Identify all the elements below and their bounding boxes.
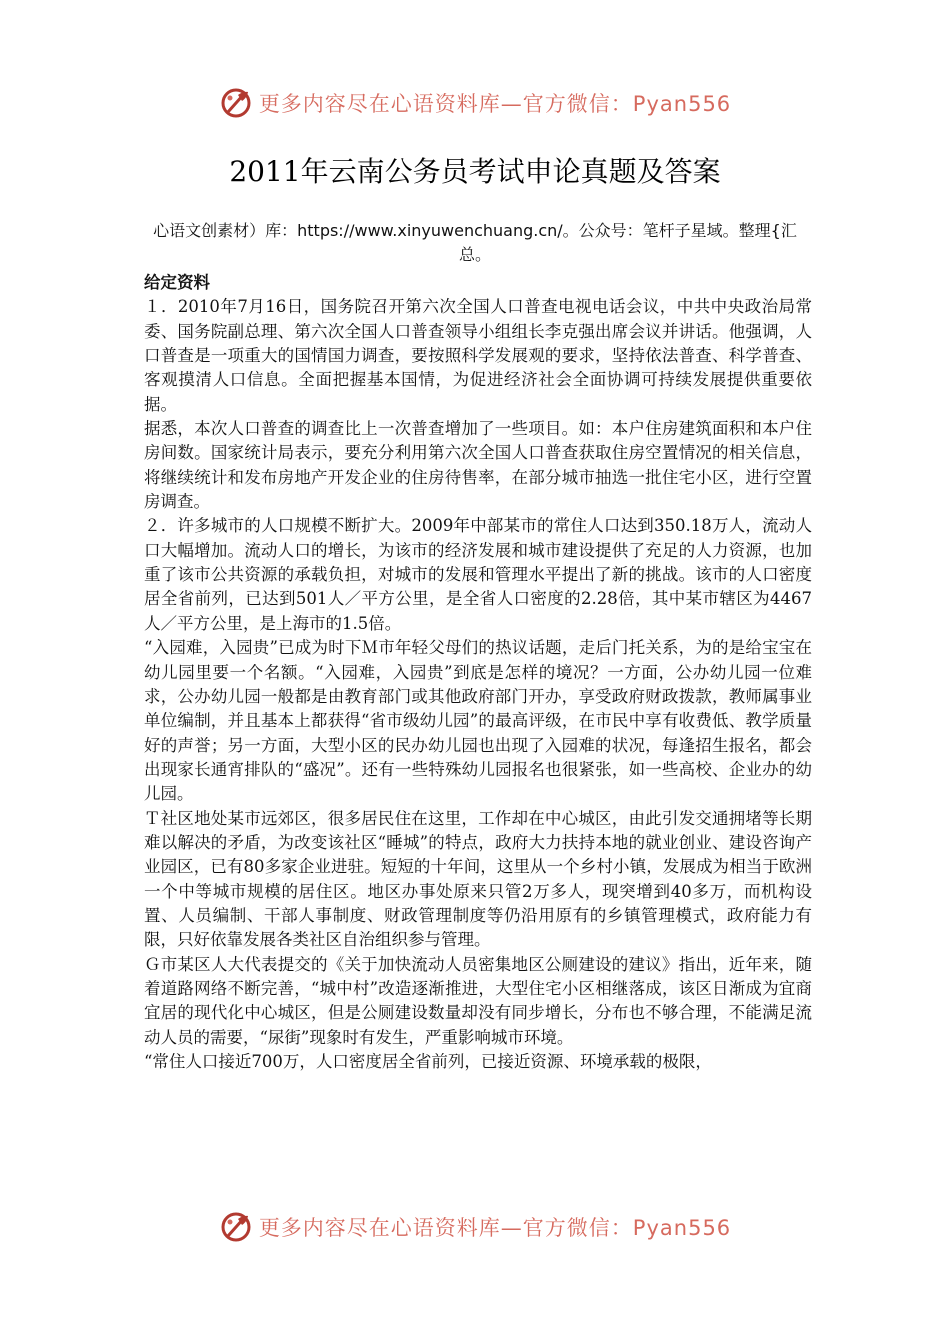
paragraph: １．2010年7月16日，国务院召开第六次全国人口普查电视电话会议，中共中央政治局常委、国务院副总理、第六次全国人口普查领导小组组长李克强出席会议并讲话。他强调，人口普查是一项重大的国情国力调查，要按照科学发展观的要求，坚持依法普查、科学普查、客观摸清人口信息。全面把握基本国情，为促进经济社会全面协调可持续发展提供重要依据。 — [144, 297, 812, 414]
paragraph: 据悉，本次人口普查的调查比上一次普查增加了一些项目。如：本户住房建筑面积和本户住房间数。国家统计局表示，要充分利用第六次全国人口普查获取住房空置情况的相关信息，将继续统计和发布房地产开发企业的住房待售率，在部分城市抽选一批住宅小区，进行空置房调查。 — [144, 419, 812, 512]
banner-text: 更多内容尽在心语资料库—官方微信：Pyan556 — [258, 92, 732, 116]
quill-pen-logo-icon — [219, 86, 253, 120]
paragraph: ２．许多城市的人口规模不断扩大。2009年中部某市的常住人口达到350.18万人，流动人口大幅增加。流动人口的增长，为该市的经济发展和城市建设提供了充足的人力资源，也加重了该市公共资源的承载负担，对城市的发展和管理水平提出了新的挑战。该市的人口密度居全省前列，已达到501人／平方公里，是全省人口密度的2.28倍，其中某市辖区为4467人／平方公里，是上海市的1.5倍。 — [144, 516, 812, 633]
paragraph: Ｔ社区地处某市远郊区，很多居民住在这里，工作却在中心城区，由此引发交通拥堵等长期难以解决的矛盾，为改变该社区“睡城”的特点，政府大力扶持本地的就业创业、建设咨询产业园区，已有80多家企业进驻。短短的十年间，这里从一个乡村小镇，发展成为相当于欧洲一个中等城市规模的居住区。地区办事处原来只管2万多人，现突增到40多万，而机构设置、人员编制、干部人事制度、财政管理制度等仍沿用原有的乡镇管理模式，政府能力有限，只好依靠发展各类社区自治组织参与管理。 — [144, 808, 812, 950]
section-title: 给定资料 — [144, 273, 210, 292]
paragraph: “常住人口接近700万，人口密度居全省前列，已接近资源、环境承载的极限， — [144, 1052, 712, 1071]
paragraph: “入园难，入园贵”已成为时下Ｍ市年轻父母们的热议话题，走后门托关系，为的是给宝宝在幼儿园里要一个名额。“入园难，入园贵”到底是怎样的境况？一方面，公办幼儿园一位难求，公办幼儿园一般都是由教育部门或其他政府部门开办，享受政府财政拨款，教师属事业单位编制，并且基本上都获得“省市级幼儿园”的最高评级，在市民中享有收费低、教学质量好的声誉；另一方面，大型小区的民办幼儿园也出现了入园难的状况，每逢招生报名，都会出现家长通宵排队的“盛况”。还有一些特殊幼儿园报名也很紧张，如一些高校、企业办的幼儿园。 — [144, 638, 812, 804]
source-line: 心语文创素材）库：https://www.xinyuwenchuang.cn/。公众号：笔杆子星域。整理{汇总。 — [153, 221, 797, 264]
header-banner — [0, 86, 950, 120]
paragraph: Ｇ市某区人大代表提交的《关于加快流动人员密集地区公厕建设的建议》指出，近年来，随着道路网络不断完善，“城中村”改造逐渐推进，大型住宅小区相继落成，该区日渐成为宜商宜居的现代化中心城区，但是公厕建设数量却没有同步增长，分布也不够合理，不能满足流动人员的需要，“尿街”现象时有发生，严重影响城市环境。 — [144, 954, 812, 1047]
page-title: 2011年云南公务员考试申论真题及答案 — [229, 155, 721, 188]
footer-banner — [0, 1210, 950, 1244]
document-body — [144, 271, 812, 1074]
quill-pen-logo-icon — [219, 1210, 253, 1244]
banner-text: 更多内容尽在心语资料库—官方微信：Pyan556 — [258, 1216, 732, 1240]
